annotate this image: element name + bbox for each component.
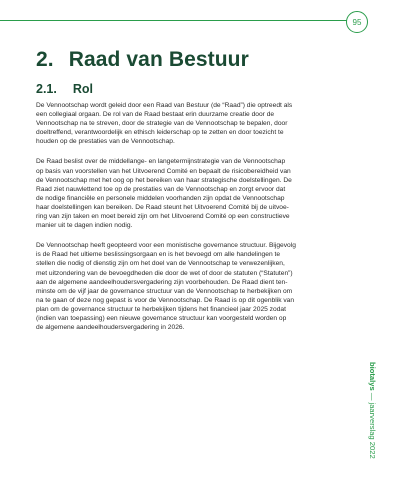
chapter-number: 2. <box>36 48 54 71</box>
text-line: stellen die nodig of dienstig zijn om het doel van de Vennootschap te verwezenlijken, <box>36 260 285 268</box>
text-line: plan om de governance structuur te herbekijken tijdens het financieel jaar 2025 zodat <box>36 305 286 313</box>
text-line: Raad ziet nauwlettend toe op de prestaties van de Vennootschap en zorgt ervoor dat <box>36 185 286 193</box>
text-line: met uitzondering van de bevoegdheden die door de wet of door de statuten (“Statuten”) <box>36 269 293 277</box>
paragraph-3 <box>36 241 336 332</box>
text-line: De Vennootschap wordt geleid door een Raad van Bestuur (de “Raad”) die optreedt als <box>36 102 293 109</box>
brand-name: biotalys <box>368 362 377 391</box>
text-line: een collegiaal orgaan. De rol van de Raad bestaat erin duurzame creatie door de <box>36 111 275 119</box>
text-line: is de Raad het ultieme beslissingsorgaan en is het bevoegd om alle handelingen te <box>36 251 281 259</box>
paragraph-2 <box>36 157 336 230</box>
chapter-title <box>36 48 249 72</box>
text-line: houden op de prestaties van de Vennootschap. <box>36 138 175 146</box>
text-line: na te gaan of deze nog gepast is voor de Vennootschap. De Raad is op dit ogenblik van <box>36 296 295 304</box>
section-number: 2.1. <box>36 82 57 96</box>
report-side-label <box>368 362 377 459</box>
text-line: de algemene aandeelhoudersvergadering in 2026. <box>36 324 185 332</box>
section-title-text: Rol <box>72 82 93 96</box>
header-rule <box>0 20 350 21</box>
text-line: op basis van voorstellen van het Uitvoerend Comité en bepaalt de risicobereidheid van <box>36 167 291 175</box>
text-line: Vennootschap na te streven, door de strategie van de Vennootschap te bepalen, door <box>36 120 288 128</box>
text-line: doeltreffend, verantwoordelijk en ethisch leiderschap op te zetten en door toezicht te <box>36 129 284 137</box>
text-line: (indien van toepassing) een nieuwe governance structuur kan voorgesteld worden op <box>36 314 287 322</box>
page-number: 95 <box>352 17 362 27</box>
text-line: haar doelstellingen kan bereiken. De Raad steunt het Uitvoerend Comité bij de uitvoe- <box>36 203 289 211</box>
section-title <box>36 82 93 96</box>
chapter-title-text: Raad van Bestuur <box>68 48 249 71</box>
text-line: ring van zijn taken en moet bereid zijn om het Uitvoerend Comité op een constructieve <box>36 213 290 221</box>
text-line: De Vennootschap heeft geopteerd voor een monistische governance structuur. Bijgevolg <box>36 242 296 250</box>
text-line: de nodige financiële en personele middelen voorhanden zijn opdat de Vennootschap <box>36 194 285 202</box>
text-line: manier uit te dagen indien nodig. <box>36 222 133 230</box>
text-line: de Vennootschap met het oog op het bereiken van haar strategische doelstellingen. De <box>36 176 292 184</box>
text-line: minste om de vijf jaar de governance structuur van de Vennootschap te herbekijken om <box>36 287 293 295</box>
body-text <box>36 101 336 343</box>
paragraph-1 <box>36 101 336 146</box>
text-line: De Raad beslist over de middellange- en langetermijnstrategie van de Vennootschap <box>36 158 286 166</box>
text-line: aan de algemene aandeelhoudersvergadering zijn voorbehouden. De Raad dient ten- <box>36 278 288 286</box>
report-name: — jaarverslag 2022 <box>368 390 377 459</box>
page-number-badge <box>346 11 368 33</box>
